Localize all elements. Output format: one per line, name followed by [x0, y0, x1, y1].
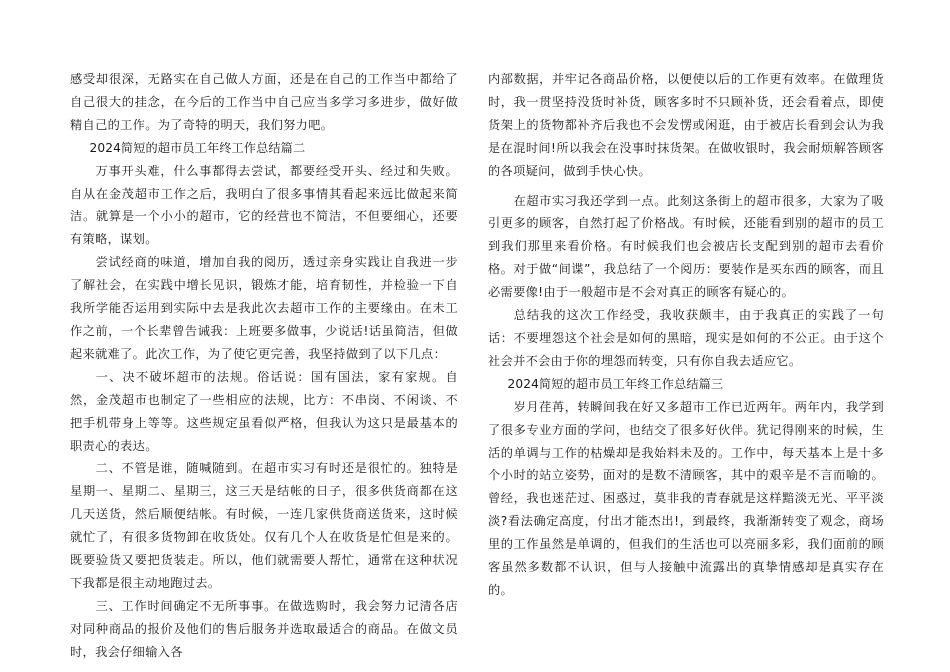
section-heading-part-3: 2024简短的超市员工年终工作总结篇三 — [507, 376, 724, 391]
paragraph: 在超市实习我还学到一点。此刻这条街上的超市很多，大家为了吸引更多的顾客，自然打起了价格战。有时候，还能看到别的超市的员工到我们那里来看价格。有时候我们也会被店长支配到别的超市去看价格。对于做“间谍”，我总结了一个阅历：要装作是买东西的顾客，而且必需要像!由于一般超市是不会对真正的顾客有疑心的。 — [488, 193, 884, 300]
paragraph: 总结我的这次工作经受，我收获颇丰，由于我真正的实践了一句话：不要埋怨这个社会是如何的黑暗，现实是如何的不公正。由于这个社会并不会由于你的埋怨而转变，只有你自我去适应它。 — [488, 308, 884, 368]
paragraph: 岁月荏苒，转瞬间我在好又多超市工作已近两年。两年内，我学到了很多专业方面的学问，也结交了很多好伙伴。犹记得刚来的时候，生活的单调与工作的枯燥却是我始料未及的。工作中，每天基本上是十多个小时的站立姿势，面对的是数不清顾客，其中的艰辛是不言而喻的。曾经，我也迷茫过、困惑过，莫非我的青春就是这样黯淡无光、平平淡淡?看法确定高度，付出才能杰出!，到最终，我渐渐转变了观念，商场里的工作虽然是单调的，但我们的生活也可以亮丽多彩，我们面前的顾客虽然多数都不认识，但与人接触中流露出的真挚情感却是真实存在的。 — [488, 399, 884, 597]
paragraph: 感受却很深，无路实在自己做人方面，还是在自己的工作当中都给了自己很大的挂念，在今后的工作当中自己应当多学习多进步，做好做精自己的工作。为了奇特的明天，我们努力吧。 — [70, 72, 458, 132]
left-text-column — [70, 68, 458, 664]
paragraph: 内部数据，并牢记各商品价格，以便使以后的工作更有效率。在做理货时，我一贯坚持没货时补货，顾客多时不只顾补货，还会看着点，即使货架上的货物都补齐后我也不会发愣或闲逛，由于被店长看到会认为我是在混时间!所以我会在没事时抹货架。在做收银时，我会耐烦解答顾客的各项疑问，做到手快心快。 — [488, 72, 884, 178]
paragraph: 二、不管是谁，随喊随到。在超市实习有时还是很忙的。独特是星期一、星期二、星期三，这三天是结帐的日子，很多供货商都在这几天送货，然后顺便结帐。有时候，一连几家供货商送货来，这时候就忙了，有很多货物卸在收货处。仅有几个人在收货是忙但是来的。既要验货又要把货装走。所以，他们就需要人帮忙，通常在这种状况下我都是很主动地跑过去。 — [70, 461, 458, 590]
paragraph: 尝试经商的味道，增加自我的阅历，透过亲身实践让自我进一步了解社会，在实践中增长见识，锻炼才能，培育韧性，并检验一下自我所学能否运用到实际中去是我此次去超市工作的主要缘由。在未工作之前，一个长辈曾告诫我：上班要多做事，少说话!话虽简洁，但做起来就难了。此次工作，为了使它更完善，我坚持做到了以下几点： — [70, 255, 458, 361]
section-heading-part-2: 2024简短的超市员工年终工作总结篇二 — [89, 140, 306, 155]
paragraph: 一、决不破坏超市的法规。俗话说：国有国法，家有家规。自然，金茂超市也制定了一些相应的法规，比方：不串岗、不闲谈、不把手机带身上等等。这些规定虽看似严格，但我认为这只是最基本的职责心的表达。 — [70, 369, 458, 453]
right-text-column — [488, 68, 884, 602]
paragraph: 三、工作时间确定不无所事事。在做选购时，我会努力记清各店对同种商品的报价及他们的售后服务并选取最适合的商品。在做文员时，我会仔细输入各 — [70, 598, 458, 659]
paragraph: 万事开头难，什么事都得去尝试，都要经受开头、经过和失败。自从在金茂超市工作之后，我明白了很多事情其看起来远比做起来简洁。就算是一个小小的超市，它的经营也不简洁，不但要细心，还要有策略，谋划。 — [70, 163, 458, 247]
